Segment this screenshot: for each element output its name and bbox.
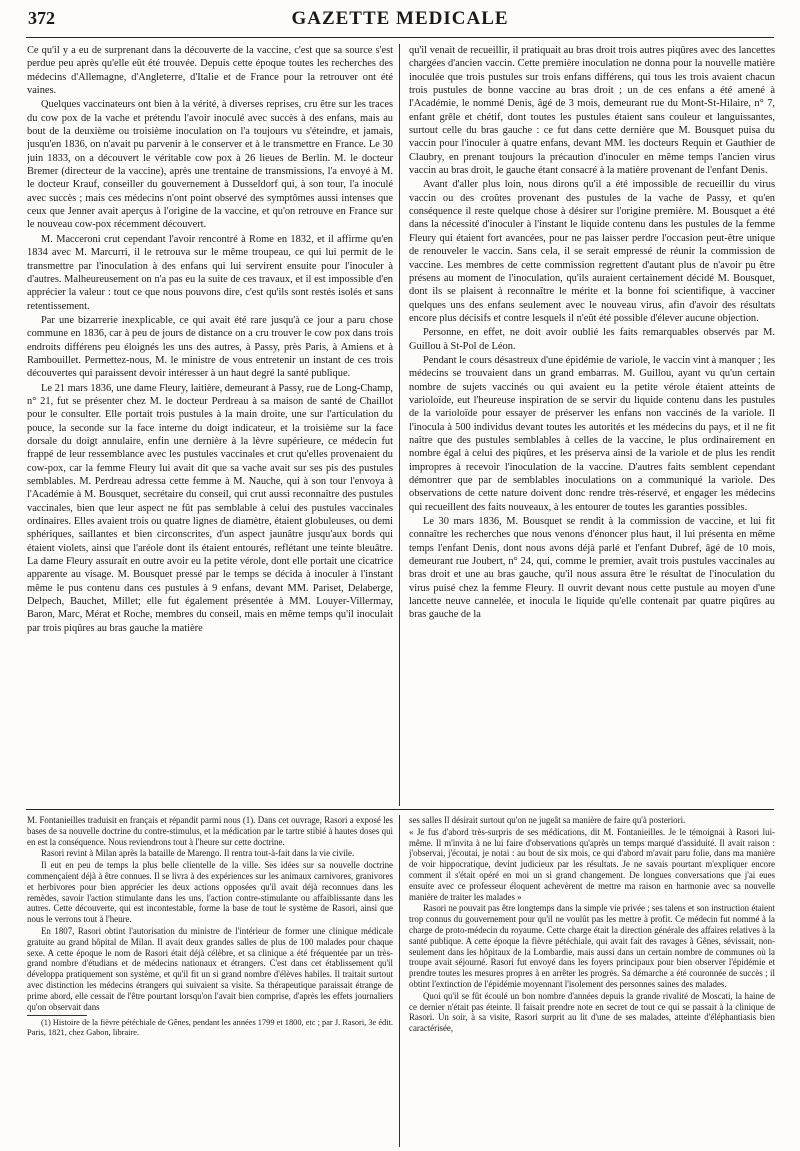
footnote-rule bbox=[27, 1015, 87, 1016]
paragraph: Rasori ne pouvait pas être longtemps dans la simple vie privée ; ses talens et son instruction étaient trop connus du gouvernement pour qu'il ne voulût pas les mettre à profit. Ce médecin fut nommé à la charge de proto-médecin du royaume. Cette charge était la direction générale des affaires relatives à la santé publique. A cette époque la fièvre pétéchiale, qui avait fait des ravages à Gênes, sévissait, non-seulement dans les hôpitaux de la Lombardie, mais aussi dans un certain nombre de communes où la troupe avait séjourné. Rasori fut envoyé dans les foyers principaux pour bien observer l'épidémie et prendre toutes les mesures propres à en arrêter les progrès. Sa démarche a été couronnée de succès ; il obtint l'extinction de l'épidémie moyennant l'isolement des personnes saines des malades. bbox=[409, 903, 775, 989]
masthead-title: GAZETTE MEDICALE bbox=[291, 8, 509, 29]
paragraph: Avant d'aller plus loin, nous dirons qu'il a été impossible de recueillir du virus vaccin ou des croûtes provenant des pustules de la vache de Passy, et qu'en conséquence il reste quelque chose à désirer sur l'origine première. M. Bousquet a été dans la nécessité d'inoculer à l'instant le liquide contenu dans les pustules de la femme Fleury qui étaient fort avancées, pour ne pas laisser perdre l'occasion peut-être unique de renouveler le vaccin. Sans cela, il se serait empressé de réunir la commission de vaccine. Les membres de cette commission regrettent d'autant plus de n'avoir pu être présens au moment de l'inoculation, qu'ils auraient certainement décidé M. Bousquet, dont ils se plaisent à reconnaître le mérite et la bonne foi scientifique, à vacciner quelques uns des enfans seulement avec le nouveau virus, afin d'avoir des résultats encore plus décisifs et contre lesquels il n'eût été possible d'élever aucune objection. bbox=[409, 179, 775, 324]
paragraph: En 1807, Rasori obtint l'autorisation du ministre de l'intérieur de former une clinique médicale gratuite au grand hôpital de Milan. Il avait deux grandes salles de plus de 100 malades pour chaque sexe. A cette époque le nom de Rasori était déjà célèbre, et sa clinique a été fréquentée par un très-grand nombre d'étudians et de médecins nationaux et étrangers. C'est dans cet établissement qu'il développa pratiquement son système, et qu'il fit un si grand nombre d'élèves habiles. Il traitait surtout avec distinction les médecins étrangers qui suivaient sa visite. Sa thérapeutique paraissait étrange de prime abord, elle cessait de l'être pourtant lorsqu'on l'avait bien comprise, d'après les effets journaliers qu'on observait dans bbox=[27, 925, 393, 1012]
page-number: 372 bbox=[28, 8, 55, 28]
paragraph: qu'il venait de recueillir, il pratiquait au bras droit trois autres piqûres avec des lancettes chargées d'ancien vaccin. Cette première inoculation ne donna pour la nouvelle matière inoculée que trois pustules sur trois enfans différens, qui tous les trois avaient chacun trois pustules de bonne vaccine au bras droit ; un de ces enfans a été amené à l'Académie, le nommé Denis, âgé de 3 mois, demeurant rue du Mont-St-Hilaire, n° 7, enfant grêle et chétif, dont toutes les pustules étaient sans couleur et languissantes, surtout celle du bras gauche : ce fut dans cette dernière que M. Bousquet puisa du vaccin pour l'inoculer à quatre enfans, devant MM. les docteurs Requin et Gauthier de Claubry, en prenant toujours la précaution d'inoculer en même temps l'ancien virus vaccin au bras droit, le gauche étant consacré à la matière provenant de l'enfant Denis. bbox=[409, 45, 775, 177]
footnote: (1) Histoire de la fièvre pétéchiale de Gênes, pendant les années 1799 et 1800, etc ; par J. Rasori, 3e édit. Paris, 1821, chez Gabon, libraire. bbox=[27, 1018, 393, 1038]
paragraph: Rasori revint à Milan après la bataille de Marengo. Il rentra tout-à-fait dans la vie civile. bbox=[41, 848, 355, 859]
paragraph: M. Fontanieilles traduisit en français et répandit parmi nous (1). Dans cet ouvrage, Rasori a exposé les bases de sa nouvelle doctrine du contre-stimulus, et la médication par le tartre stibié à hautes doses qui en est la conséquence. Nous reviendrons tout à l'heure sur cette doctrine. bbox=[27, 815, 393, 847]
quote-paragraph: « Je fus d'abord très-surpris de ses médications, dit M. Fontanieilles. Je le témoignai à Rasori lui-même. Il m'invita à ne lui faire d'observations qu'après un temps marqué d'assiduité. Il avait raison : j'observai, j'écoutai, je notai : au bout de six mois, ce qui d'abord m'avait paru folie, dans ma manière de voir hippocratique, devint judicieux par les résultats. Je ne savais pourtant m'expliquer encore comment il s'était opéré en moi un si grand changement. De longues conversations que j'ai eues ensuite avec ce professeur éloquent achevèrent de mettre ma raison en harmonie avec sa nouvelle manière de traiter les malades » bbox=[409, 826, 775, 902]
paragraph: Il eut en peu de temps la plus belle clientelle de la ville. Ses idées sur sa nouvelle doctrine commençaient déjà à être connues. Il se livra à des expériences sur les animaux carnivores, granivores et herbivores pour bien apprécier les deux actions opposées qu'il avait déjà reconnues dans les remèdes, savoir l'action stimulante dans les uns, l'action contre-stimulante ou affaiblissante dans les autres. Cette découverte, qui est incontestable, forme la base de tout le système de Rasori, ainsi que nous le verrons tout à l'heure. bbox=[27, 860, 393, 925]
paragraph: Pendant le cours désastreux d'une épidémie de variole, le vaccin vint à manquer ; les médecins se trouvaient dans un grand embarras. M. Guillou, ayant vu qu'un certain nombre de sujets vaccinés ou qui avaient eu la petite vérole étaient atteints de varioloïde, eut l'heureuse inspiration de se servir du liquide contenu dans les pustules de la varioloïde pour essayer de préserver les enfans non vaccinés de la variole. Il l'inocula à 500 individus devant toutes les autorités et les médecins du pays, et il ne fit naître que des pustules semblables à celles de la vaccine, le plus ordinairement en nombre égal à celui des piqûres, et les préserva ainsi de la variole et de plus les rendit impropres à recevoir l'inoculation de la vaccine. D'autres faits semblent cependant démontrer que par de semblables inoculations on a communiqué la variole. Des observations de cette nature doivent donc rendre très-réservé, et engager les médecins qui recueillent des faits nouveaux, à les entourer de toutes les garanties possibles. bbox=[409, 354, 775, 513]
header-rule bbox=[26, 37, 774, 38]
upper-right-column bbox=[409, 44, 775, 804]
paragraph: Ce qu'il y a eu de surprenant dans la découverte de la vaccine, c'est que sa source s'est perdue peu après qu'elle eût été trouvée. Depuis cette époque toutes les recherches des médecins d'Allemagne, d'Angleterre, d'Italie et de France pour la retrouver ont été vaines. bbox=[27, 45, 393, 97]
paragraph: Par une bizarrerie inexplicable, ce qui avait été rare jusqu'à ce jour a paru chose commune en 1836, car à peu de jours de distance on a cru trouver le cow pox dans trois endroits différens peu éloignés les uns des autres, à Passy, près Paris, à Amiens et à Rambouillet. Permettez-nous, M. le ministre de vous entretenir un instant de ces trois découvertes qui paraissent devoir intéresser à un haut degré la santé publique. bbox=[27, 314, 393, 380]
paragraph: ses salles Il désirait surtout qu'on ne jugeât sa manière de faire qu'à posteriori. bbox=[409, 815, 686, 825]
paragraph: Quoi qu'il se fût écoulé un bon nombre d'années depuis la grande rivalité de Moscati, la haine de ce dernier n'était pas éteinte. Il faisait prendre note en secret de tout ce qui se passait à la clinique de Rasori. Un soir, à sa visite, Rasori surprit au lit d'une de ses malades, atteinte d'éléphantiasis bien caractérisée, bbox=[409, 990, 775, 1034]
paragraph: Le 30 mars 1836, M. Bousquet se rendit à la commission de vaccine, et lui fit connaître les recherches que nous venons d'énoncer plus haut, il lui présenta en même temps l'enfant Denis, dont nous avons déjà parlé et l'enfant Dubref, âgé de 10 mois, demeurant rue Joubert, n° 24, qui, comme le premier, avait trois pustules vaccinales au bras droit et une au bras gauche, qu'il nous assura être le résultat de l'inoculation du virus puisé chez la femme Fleury. Il ouvrit devant nous cette pustule au moyen d'une lancette neuve cannelée, et inocula le liquide qu'elle contenait par quatre piqûres au bras gauche de la bbox=[409, 516, 775, 621]
paragraph: Personne, en effet, ne doit avoir oublié les faits remarquables observés par M. Guillou à St-Pol de Léon. bbox=[409, 327, 775, 352]
quotation bbox=[409, 827, 775, 903]
column-divider bbox=[399, 815, 400, 1147]
upper-left-column bbox=[27, 44, 393, 804]
column-divider bbox=[399, 44, 400, 806]
lower-right-column bbox=[409, 815, 775, 1145]
paragraph: Le 21 mars 1836, une dame Fleury, laitière, demeurant à Passy, rue de Long-Champ, n° 21, fut se présenter chez M. le docteur Perdreau à sa maison de santé de Chaillot pour le consulter. Elle portait trois pustules à la main droite, une sur l'articulation du pouce, la seconde sur la face interne du doigt indicateur, et la troisième sur la face dorsale du doigt annulaire, enfin une dernière à la lèvre supérieure, ce médecin fut frappé de leur ressemblance avec les pustules vaccinales et crut qu'elles provenaient du cow-pox, car la femme Fleury lui avait dit que sa vache avait sur ses pis des pustules semblables. M. Perdreau adressa cette femme à M. Nauche, qui à son tour l'envoya à l'Académie à M. Bousquet, secrétaire du conseil, qui crut aussi reconnaître des pustules vaccinales, bien que leur aspect ne fût pas semblable à celui des pustules vaccinales ordinaires. Elles avaient trois ou quatre lignes de diamètre, étaient globuleuses, ou demi sphériques, saillantes et bien circonscrites, d'un aspect jaunâtre jusqu'aux bords qui étaient violets, ainsi que l'aréole dont ils étaient entourés, reflétant une teinte bleuâtre. La dame Fleury assurait en outre avoir eu la petite vérole, dont elle portait une cicatrice apparente au visage. M. Bousquet pressé par le temps se décida à inoculer à l'instant même le pus contenu dans ces pustules à 9 enfans, devant MM. Pariset, Delaberge, Delpech, Bauchet, Millet; elle fut également présentée à MM. Louyer-Villermay, Baron, Marc, Mérat et Roche, membres du conseil, mais en même temps qu'il inoculait par trois piqûres au bras gauche la matière bbox=[27, 382, 393, 634]
lower-left-column bbox=[27, 815, 393, 1145]
section-rule bbox=[26, 809, 774, 810]
paragraph: Quelques vaccinateurs ont bien à la vérité, à diverses reprises, cru être sur les traces du cow pox de la vache et prétendu l'avoir inoculé avec succès à des enfans, mais au bout de la deuxième ou troisième inoculation on l'a toujours vu s'éteindre, et jamais, jusqu'en 1836, on n'avait pu parvenir à le conserver et à le transmettre en France. Le 30 juin 1833, on a découvert le véritable cow pox à 26 lieues de Berlin. M. le docteur Bremer (directeur de la vaccine), après une trentaine de transmissions, l'a envoyé à M. le docteur Krauf, conseiller du gouvernement à Dusseldorf qui, à son tour, l'a inoculé avec succès ; mais ces médecins n'ont point observé des symptômes aussi intenses que ceux que Jenner avait aperçus à l'origine de la vaccine, et qu'on retrouve en France sur le nouveau cow-pox récemment découvert. bbox=[27, 99, 393, 231]
paragraph: M. Macceroni crut cependant l'avoir rencontré à Rome en 1832, et il affirme qu'en 1834 avec M. Marcurri, il le retrouva sur le même troupeau, ce qui lui permit de le transmettre par l'inoculation à des enfans qui lui servirent ensuite pour l'inoculer à d'autres. Malheureusement on n'a pas eu la suite de ces travaux, et il est impossible d'en apprécier la valeur : tout ce que nous pouvons dire, c'est qu'ils sont restés isolés et sans retentissement. bbox=[27, 233, 393, 312]
